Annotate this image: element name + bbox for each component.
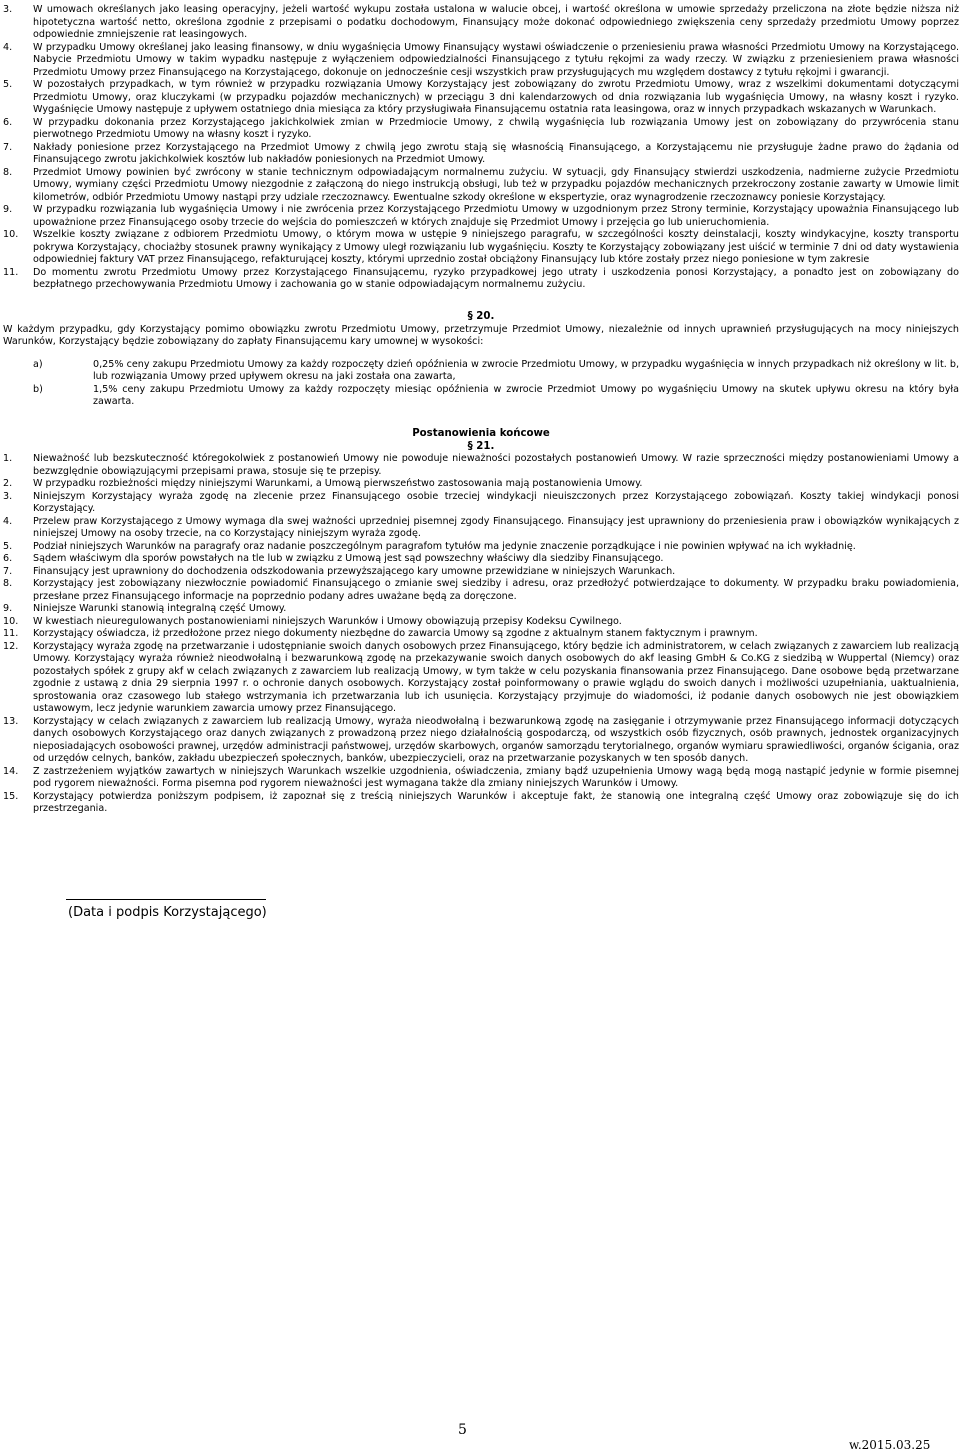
provision-item-number: 15.: [3, 790, 19, 802]
signature-label: (Data i podpis Korzystającego): [68, 905, 267, 920]
provision-item: [3, 628, 959, 641]
list-item-text: W przypadku dokonania przez Korzystającego jakichkolwiek zmian w Przedmiocie Umowy, z chwilą wygaśnięcia lub rozwiązania Umowy jest on zobowiązany do przywrócenia stanu pierwotnego Przedmiotu Umowy na własny koszt i ryzyko.: [33, 116, 959, 140]
list-item-text: W przypadku Umowy określanej jako leasing finansowy, w dniu wygaśnięcia Umowy Finansujący wystawi oświadczenie o przeniesieniu prawa własności Przedmiotu Umowy na Korzystającego. Nabycie Przedmiotu Umowy w takim wypadku następuje z wyłączeniem odpowiedzialności Finansującego z tytułu rękojmi za wady rzeczy. W związku z przeniesieniem prawa własności Przedmiotu Umowy przez Finansującego na Korzystającego, dokonuje on jednocześnie cesji wszystkich praw przysługujących mu względem dostawcy z tytułu rękojmi i gwarancji.: [33, 41, 959, 78]
section-20-heading: § 20.: [467, 311, 495, 322]
penalty-list: [3, 359, 959, 409]
provision-item-number: 12.: [3, 640, 19, 652]
provision-item: [3, 453, 959, 478]
list-item-number: 6.: [3, 116, 13, 128]
provision-item: [3, 578, 959, 603]
provision-item-text: Korzystający potwierdza poniższym podpisem, iż zapoznał się z treścią niniejszych Warunków i akceptuje fakt, że stanowią one integralną część Umowy oraz zobowiązuje się do ich przestrzegania.: [33, 790, 959, 814]
provision-item-number: 4.: [3, 515, 13, 527]
provision-item: [3, 491, 959, 516]
list-item-number: 8.: [3, 166, 13, 178]
final-provisions-title: Postanowienia końcowe: [412, 428, 550, 439]
provision-item: [3, 603, 959, 616]
list-item-text: Do momentu zwrotu Przedmiotu Umowy przez Korzystającego Finansującemu, ryzyko przypadkowej jego utraty i uszkodzenia ponosi Korzystający, a ponadto jest on zobowiązany do bezpłatnego przechowywania Przedmiotu Umowy i zachowania go w stanie odpowiadającym normalnemu zużyciu.: [33, 266, 959, 290]
list-item-text: W przypadku rozwiązania lub wygaśnięcia Umowy i nie zwrócenia przez Korzystającego Przedmiotu Umowy w uzgodnionym przez Strony terminie, Korzystający upoważnia Finansującego lub upoważnione przez Finansującego osoby trzecie do wejścia do pomieszczeń w których znajduje się Przedmiot Umowy i przejęcia go lub unieruchomienia.: [33, 204, 959, 228]
provision-item-number: 7.: [3, 565, 13, 577]
list-item: [3, 267, 959, 292]
provision-item-text: Podział niniejszych Warunków na paragrafy oraz nadanie poszczególnym paragrafom tytułów ma jedynie znaczenie porządkujące i nie powinien wpływać na ich wykładnię.: [33, 540, 856, 552]
list-item: [3, 79, 959, 117]
penalty-item: [33, 359, 959, 384]
section-19-continuation: [3, 4, 959, 292]
list-item-number: 9.: [3, 204, 13, 215]
provision-item-text: Niniejsze Warunki stanowią integralną część Umowy.: [33, 603, 287, 614]
provision-item-number: 11.: [3, 628, 19, 639]
provision-item: [3, 553, 959, 566]
provision-item-number: 1.: [3, 453, 13, 464]
list-item-number: 5.: [3, 79, 13, 90]
provision-item-text: Sądem właściwym dla sporów powstałych na tle lub w związku z Umową jest sąd powszechny właściwy dla siedziby Finansującego.: [33, 553, 664, 564]
section-21-heading: § 21.: [467, 440, 495, 452]
penalty-item-number: b): [33, 383, 43, 395]
provision-item-text: W kwestiach nieuregulowanych postanowieniami niniejszych Warunków i Umowy obowiązują przepisy Kodeksu Cywilnego.: [33, 615, 622, 627]
provision-item: [3, 716, 959, 766]
list-item: [3, 142, 959, 167]
provision-item-number: 8.: [3, 578, 13, 589]
provision-item-number: 3.: [3, 490, 13, 502]
provision-item-text: Niniejszym Korzystający wyraża zgodę na zlecenie przez Finansującego osobie trzeciej windykacji nieuiszczonych przez Korzystającego zobowiązań. Koszty takiej windykacji ponosi Korzystający.: [33, 490, 959, 514]
provision-item: [3, 791, 959, 816]
list-item-number: 10.: [3, 229, 19, 240]
list-item: [3, 229, 959, 267]
section-20-intro: W każdym przypadku, gdy Korzystający pomimo obowiązku zwrotu Przedmiotu Umowy, przetrzymuje Przedmiot Umowy, niezależnie od innych uprawnień przysługujących na mocy niniejszych Warunków, Korzystający będzie zobowiązany do zapłaty Finansującemu kary umownej w wysokości:: [3, 323, 959, 347]
list-item-text: W pozostałych przypadkach, w tym również w przypadku rozwiązania Umowy Korzystający jest zobowiązany do zwrotu Przedmiotu Umowy, wraz z wszelkimi dokumentami dotyczącymi Przedmiotu Umowy, oraz kluczykami (w przypadku pojazdów mechanicznych) w przeciągu 3 dni kalendarzowych od dnia rozwiązania lub wygaśnięcia Umowy, na własny koszt i ryzyko. Wygaśnięcie Umowy następuje z upływem ostatniego dnia miesiąca za który przysługiwała Finansującemu ostatnia rata leasingowa, oraz w innych przypadkach wskazanych w Warunkach.: [33, 79, 959, 115]
provision-item-number: 5.: [3, 540, 13, 552]
list-item: [3, 204, 959, 229]
provision-item-text: Finansujący jest uprawniony do dochodzenia odszkodowania przewyższającego kary umowne przewidziane w niniejszych Warunkach.: [33, 565, 676, 577]
penalty-item-number: a): [33, 358, 43, 370]
section-20: [3, 311, 959, 409]
provision-item: [3, 766, 959, 791]
provision-item: [3, 541, 959, 554]
provision-item-text: Z zastrzeżeniem wyjątków zawartych w niniejszych Warunkach wszelkie uzgodnienia, oświadczenia, zmiany bądź uzupełnienia Umowy wagą będą mogą nastąpić jedynie w formie pisemnej pod rygorem nieważności. Forma pisemna pod rygorem nieważności jest wymagana także dla zmiany niniejszych Warunków i Umowy.: [33, 765, 959, 789]
penalty-item-text: 1,5% ceny zakupu Przedmiotu Umowy za każdy rozpoczęty miesiąc opóźnienia w zwrocie Przedmiot Umowy po wygaśnięciu Umowy na skutek upływu okresu na który była zawarta.: [93, 383, 959, 407]
final-provisions-list: [3, 453, 959, 816]
list-item-text: W umowach określanych jako leasing operacyjny, jeżeli wartość wykupu została ustalona w walucie obcej, i wartość określona w umowie sprzedaży przeliczona na złote będzie niższa niż hipotetyczna wartość netto, określona zgodnie z przepisami o podatku dochodowym, Finansujący może dokonać odpowiedniego zwiększenia ceny sprzedaży przedmiotu Umowy poprzez odpowiednie zmniejszenie rat leasingowych.: [33, 4, 959, 40]
provision-item-text: Korzystający w celach związanych z zawarciem lub realizacją Umowy, wyraża nieodwołalną i bezwarunkową zgodę na zasięganie i otrzymywanie przez Finansującego informacji dotyczących danych osobowych Korzystającego oraz danych związanych z prowadzoną przez niego działalnością gospodarczą, od wszystkich osób fizycznych, osób prawnych, jednostek organizacyjnych nieposiadających osobowości prawnej, urzędów administracji państwowej, urzędów skarbowych, organów samorządu terytorialnego, organów wymiaru sprawiedliwości, organów ścigania, oraz od urzędów celnych, banków, zakładu ubezpieczeń społecznych, banków, ubezpieczycieli, oraz na przetwarzanie pozyskanych w ten sposób danych.: [33, 715, 959, 764]
provision-item: [3, 641, 959, 716]
list-item: [3, 117, 959, 142]
provision-item-number: 13.: [3, 715, 19, 727]
list-item-text: Przedmiot Umowy powinien być zwrócony w stanie technicznym odpowiadającym normalnemu zużyciu. W sytuacji, gdy Finansujący stwierdzi uszkodzenia, nadmierne zużycie Przedmiotu Umowy, wymiany części Przedmiotu Umowy niezgodnie z załączoną do niego instrukcją obsługi, lub też w przypadku pojazdów mechanicznych przekroczony zostanie zawarty w Umowie limit kilometrów, odbiór Przedmiotu Umowy nastąpi przy udziale rzeczoznawcy. Ewentualne szkody określone w ekspertyzie, oraz wynagrodzenie rzeczoznawcy poniesie Korzystający.: [33, 166, 959, 203]
list-item-text: Nakłady poniesione przez Korzystającego na Przedmiot Umowy z chwilą jego zwrotu stają się własnością Finansującego, a Korzystającemu nie przysługuje żadne prawo do żądania od Finansującego zwrotu jakichkolwiek kosztów lub nakładów poniesionych na Przedmiot Umowy.: [33, 141, 959, 165]
provision-item-number: 9.: [3, 603, 13, 614]
provision-item: [3, 616, 959, 629]
provision-item-number: 14.: [3, 765, 19, 777]
section-21: [3, 428, 959, 816]
provision-item-text: W przypadku rozbieżności między niniejszymi Warunkami, a Umową pierwszeństwo zastosowania mają postanowienia Umowy.: [33, 478, 643, 489]
provision-item-number: 6.: [3, 553, 13, 564]
list-item-text: Wszelkie koszty związane z odbiorem Przedmiotu Umowy, o którym mowa w ustępie 9 niniejszego paragrafu, w szczególności koszty deinstalacji, koszty windykacyjne, koszty transportu pokrywa Korzystający, chociażby stosunek prawny wynikający z Umowy uległ rozwiązaniu lub wygaśnięciu. Koszty te Korzystający zobowiązany jest uiścić w terminie 7 dni od daty wystawienia odpowiedniej faktury VAT przez Finansującego, refakturującej koszty, którymi uprzednio został obciążony Finansujący lub które zostały przez niego poniesione w tym zakresie: [33, 229, 959, 265]
signature-line: [66, 899, 266, 900]
list-item: [3, 4, 959, 42]
provision-item-text: Korzystający oświadcza, iż przedłożone przez niego dokumenty niezbędne do zawarcia Umowy są zgodne z aktualnym stanem faktycznym i prawnym.: [33, 628, 758, 639]
penalty-item-text: 0,25% ceny zakupu Przedmiotu Umowy za każdy rozpoczęty dzień opóźnienia w zwrocie Przedmiotu Umowy, w przypadku wygaśnięcia w innych przypadkach niż określony w lit. b, lub rozwiązania Umowy przed upływem okresu na jaki została ona zawarta,: [93, 358, 959, 382]
list-item-number: 4.: [3, 41, 13, 53]
list-item-number: 3.: [3, 4, 13, 15]
list-item-number: 7.: [3, 141, 13, 153]
provision-item-number: 2.: [3, 478, 13, 489]
provision-item-text: Przelew praw Korzystającego z Umowy wymaga dla swej ważności uprzedniej pisemnej zgody Finansującego. Finansujący jest uprawniony do przeniesienia praw i obowiązków wynikających z niniejszej Umowy na osoby trzecie, na co Korzystający niniejszym wyraża zgodę.: [33, 515, 959, 539]
top-items-list: [3, 4, 959, 292]
provision-item: [3, 566, 959, 579]
provision-item: [3, 516, 959, 541]
list-item: [3, 42, 959, 80]
provision-item-text: Korzystający wyraża zgodę na przetwarzanie i udostępnianie swoich danych osobowych przez Finansującego, który będzie ich administratorem, w celach związanych z zawarciem lub realizacją Umowy. Korzystający wyraża również nieodwołalną i bezwarunkową zgodę na przekazywanie swoich danych osobowych do akf leasing GmbH & Co.KG z siedzibą w Wuppertal (Niemcy) oraz pozostałych spółek z grupy akf w celach związanych z zawarciem lub realizacją Umowy, w tym także w celu pozyskania finansowania przez Finansującego. Dane osobowe będą przetwarzane zgodnie z ustawą z dnia 29 sierpnia 1997 r. o ochronie danych osobowych. Korzystający został poinformowany o prawie wglądu do swoich danych i możliwości uzupełniania, uaktualnienia, sprostowania oraz czasowego lub stałego wstrzymania ich przetwarzania lub ich usunięcia. Korzystający przyjmuje do wiadomości, iż podanie danych osobowych nie jest obowiązkiem ustawowym, lecz jedynie warunkiem zawarcia umowy przez Finansującego.: [33, 640, 959, 714]
list-item-number: 11.: [3, 266, 19, 278]
document-id: w.2015.03.25: [849, 1438, 931, 1452]
provision-item: [3, 478, 959, 491]
provision-item-text: Nieważność lub bezskuteczność któregokolwiek z postanowień Umowy nie powoduje nieważności pozostałych postanowień Umowy. W razie sprzeczności między postanowieniami Umowy a bezwzględnie obowiązującymi przepisami prawa, stosuje się te przepisy.: [33, 453, 959, 477]
page-number: 5: [458, 1422, 467, 1438]
penalty-item: [33, 384, 959, 409]
list-item: [3, 167, 959, 205]
provision-item-number: 10.: [3, 615, 19, 627]
provision-item-text: Korzystający jest zobowiązany niezwłocznie powiadomić Finansującego o zmianie swej siedziby i adresu, oraz przedłożyć potwierdzające to dokumenty. W przypadku braku powiadomienia, przesłane przez Finansującego informacje na poprzednio podany adres uważane będą za doręczone.: [33, 578, 959, 602]
